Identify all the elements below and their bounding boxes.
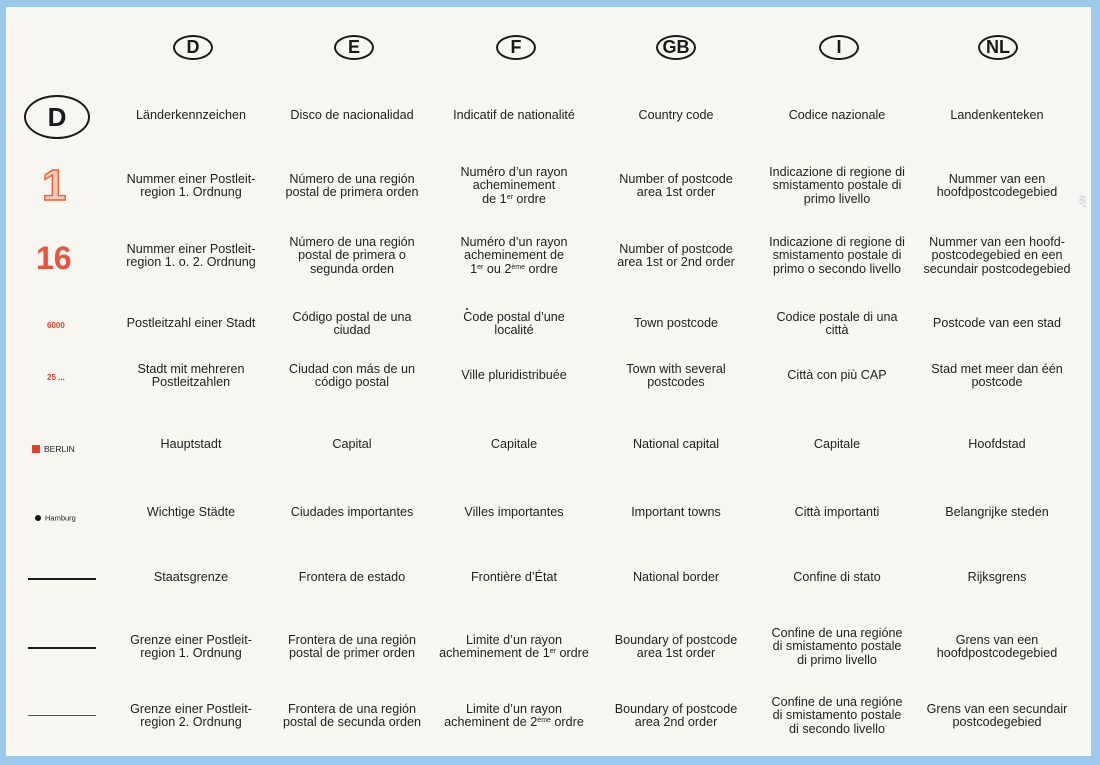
cell-capital-e: Capital bbox=[332, 437, 372, 452]
cell-boundary-2nd-d: Grenze einer Postleit- region 2. Ordnung bbox=[130, 701, 252, 729]
cell-postcode-region-1-d: Nummer einer Postleit- region 1. Ordnung bbox=[126, 171, 256, 199]
cell-postcode-region-1-nl: Nummer van een hoofdpostcodegebied bbox=[936, 171, 1058, 199]
cell-boundary-1st-f: Limite d’un rayon acheminement de 1er ordre bbox=[439, 632, 589, 660]
region-1-symbol: 1 bbox=[42, 161, 67, 210]
cell-national-border-nl: Rijksgrens bbox=[967, 570, 1027, 585]
cell-town-postcode-i: Codice postale di una città bbox=[776, 309, 898, 337]
cell-town-several-postcodes-e: Ciudad con más de un código postal bbox=[288, 361, 416, 389]
cell-country-code-i: Codice nazionale bbox=[788, 108, 886, 123]
header-nl: NL bbox=[978, 35, 1018, 60]
cell-town-several-postcodes-d: Stadt mit mehreren Postleitzahlen bbox=[137, 361, 245, 389]
cell-boundary-1st-i: Confine de una regióne di smistamento postale di primo livello bbox=[771, 625, 903, 667]
cell-important-towns-gb: Important towns bbox=[631, 505, 721, 520]
header-e: E bbox=[334, 35, 374, 60]
cell-boundary-2nd-f: Limite d’un rayon acheminent de 2ème ordre bbox=[444, 701, 584, 729]
side-label: 65° bbox=[1077, 195, 1087, 208]
cell-country-code-d: Länderkennzeichen bbox=[136, 108, 246, 123]
header-gb: GB bbox=[656, 35, 696, 60]
cell-town-postcode-nl: Postcode van een stad bbox=[932, 316, 1062, 331]
cell-postcode-region-1-2-nl: Nummer van een hoofd- postcodegebied en een secundair postcodegebied bbox=[923, 234, 1071, 276]
cell-important-towns-d: Wichtige Städte bbox=[146, 505, 236, 520]
cell-country-code-e: Disco de nacionalidad bbox=[290, 108, 414, 123]
cell-boundary-1st-d: Grenze einer Postleit- region 1. Ordnung bbox=[130, 632, 252, 660]
cell-boundary-2nd-e: Frontera de una región postal de secunda orden bbox=[283, 701, 421, 729]
cell-capital-f: Capitale bbox=[490, 437, 538, 452]
cell-national-border-i: Confine di stato bbox=[793, 570, 881, 585]
cell-national-border-d: Staatsgrenze bbox=[153, 570, 229, 585]
cell-national-border-e: Frontera de estado bbox=[298, 570, 406, 585]
boundary-2nd-line bbox=[28, 715, 96, 716]
cell-town-several-postcodes-f: Ville pluridistribuée bbox=[461, 368, 567, 383]
cell-capital-gb: National capital bbox=[632, 437, 720, 452]
cell-town-postcode-f: Code postal d’une localité bbox=[463, 309, 565, 337]
cell-country-code-nl: Landenkenteken bbox=[950, 108, 1044, 123]
legend-sheet bbox=[6, 7, 1091, 756]
cell-postcode-region-1-2-f: Numéro d’un rayon acheminement de 1er ou 2ème ordre bbox=[460, 234, 568, 276]
header-f: F bbox=[496, 35, 536, 60]
cell-postcode-region-1-2-i: Indicazione di regione di smistamento postale di primo o secondo livello bbox=[769, 234, 905, 276]
header-i: I bbox=[819, 35, 859, 60]
cell-boundary-1st-e: Frontera de una región postal de primer orden bbox=[287, 632, 417, 660]
cell-national-border-gb: National border bbox=[632, 570, 720, 585]
capital-label: BERLIN bbox=[44, 443, 75, 454]
cell-town-postcode-gb: Town postcode bbox=[633, 316, 718, 331]
header-d: D bbox=[173, 35, 213, 60]
cell-country-code-gb: Country code bbox=[638, 108, 714, 123]
cell-national-border-f: Frontière d’État bbox=[470, 570, 558, 585]
cell-important-towns-nl: Belangrijke steden bbox=[945, 505, 1049, 520]
cell-boundary-2nd-nl: Grens van een secundair postcodegebied bbox=[926, 701, 1068, 729]
cell-country-code-f: Indicatif de nationalité bbox=[453, 108, 575, 123]
country-code-symbol: D bbox=[24, 95, 90, 139]
cell-postcode-region-1-gb: Number of postcode area 1st order bbox=[619, 171, 733, 199]
boundary-1st-line bbox=[28, 647, 96, 649]
cell-postcode-region-1-f: Numéro d’un rayon acheminement de 1er ordre bbox=[460, 164, 568, 206]
cell-boundary-1st-nl: Grens van een hoofdpostcodegebied bbox=[936, 632, 1058, 660]
cell-boundary-1st-gb: Boundary of postcode area 1st order bbox=[614, 632, 738, 660]
cell-town-postcode-e: Código postal de una ciudad bbox=[292, 309, 412, 337]
cell-town-postcode-d: Postleitzahl einer Stadt bbox=[126, 316, 256, 331]
red-square-icon bbox=[32, 445, 40, 453]
cell-capital-i: Capitale bbox=[813, 437, 861, 452]
cell-important-towns-e: Ciudades importantes bbox=[290, 505, 414, 520]
cell-town-several-postcodes-i: Città con più CAP bbox=[787, 368, 887, 383]
dot-icon bbox=[35, 515, 41, 521]
cell-boundary-2nd-i: Confine de una regióne di smistamento postale di secondo livello bbox=[771, 694, 903, 736]
cell-town-several-postcodes-nl: Stad met meer dan één postcode bbox=[931, 361, 1063, 389]
national-border-line bbox=[28, 578, 96, 580]
cell-capital-d: Hauptstadt bbox=[160, 437, 222, 452]
cell-town-several-postcodes-gb: Town with several postcodes bbox=[626, 361, 726, 389]
cell-postcode-region-1-2-gb: Number of postcode area 1st or 2nd order bbox=[617, 241, 735, 269]
cell-postcode-region-1-i: Indicazione di regione di smistamento postale di primo livello bbox=[769, 164, 905, 206]
town-postcode-symbol: 6000 bbox=[47, 321, 65, 330]
cell-postcode-region-1-2-e: Número de una región postal de primera o segunda orden bbox=[289, 234, 415, 276]
important-town-label: Hamburg bbox=[45, 513, 76, 523]
cell-capital-nl: Hoofdstad bbox=[968, 437, 1026, 452]
town-several-symbol: 25 ... bbox=[47, 373, 65, 382]
cell-postcode-region-1-2-d: Nummer einer Postleit- region 1. o. 2. Ordnung bbox=[126, 241, 256, 269]
important-town-symbol bbox=[35, 509, 76, 527]
cell-boundary-2nd-gb: Boundary of postcode area 2nd order bbox=[614, 701, 738, 729]
capital-symbol bbox=[32, 440, 75, 458]
region-2-symbol: 16 bbox=[36, 240, 72, 276]
cell-postcode-region-1-e: Número de una región postal de primera orden bbox=[285, 171, 419, 199]
cell-important-towns-i: Città importanti bbox=[794, 505, 880, 520]
cell-important-towns-f: Villes importantes bbox=[464, 505, 564, 520]
